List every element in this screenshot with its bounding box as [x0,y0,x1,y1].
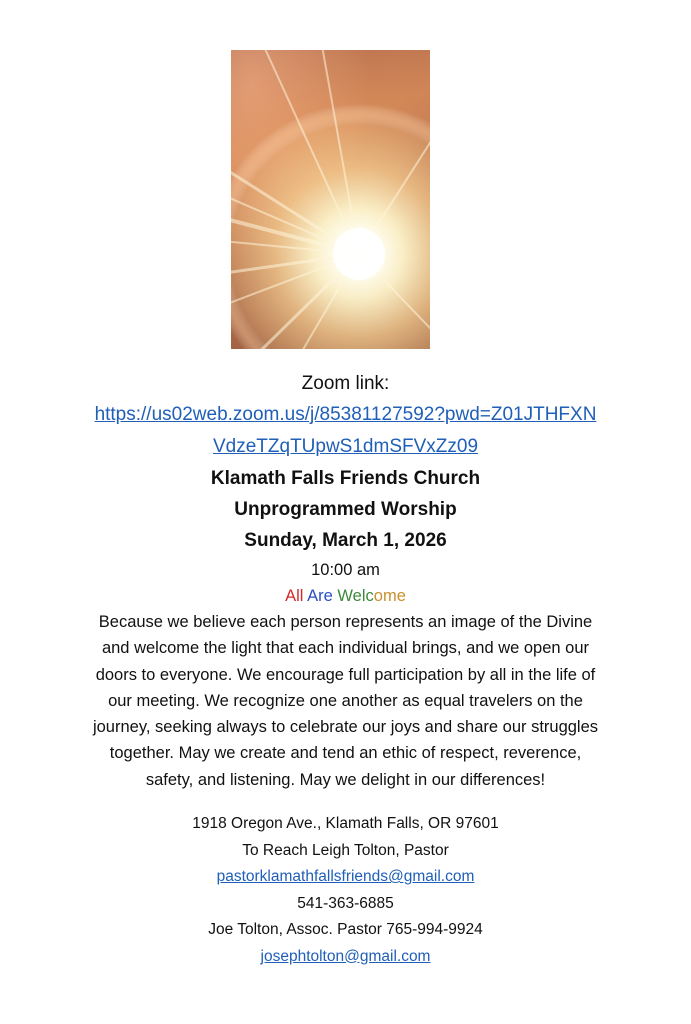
welcome-word-all: All [285,587,304,605]
service-date: Sunday, March 1, 2026 [244,530,447,551]
statement-line: journey, seeking always to celebrate our joys and share our struggles [92,718,599,737]
welcome-word-welcome [337,587,405,605]
zoom-link[interactable] [0,399,691,463]
flyer-content [0,368,691,970]
zoom-label: Zoom link: [301,373,390,394]
pastor-reach-line: To Reach Leigh Tolton, Pastor [242,841,449,859]
zoom-link-line-2[interactable]: VdzeTZqTUpwS1dmSFVxZz09 [212,436,479,457]
welcome-word-tail: ome [373,587,406,605]
welcome-word-are: Are [307,587,333,605]
assoc-pastor-line: Joe Tolton, Assoc. Pastor 765-994-9924 [208,921,483,939]
welcome-line [0,583,691,609]
zoom-link-line-1[interactable]: https://us02web.zoom.us/j/85381127592?pwd=Z01JTHFXN [94,404,597,425]
statement-line: and welcome the light that each individual brings, and we open our [101,639,590,658]
assoc-pastor-email-link[interactable]: josephtolton@gmail.com [260,947,431,965]
statement-line: our meeting. We recognize one another as equal travelers on the [108,691,583,710]
church-name: Klamath Falls Friends Church [210,468,481,489]
pastor-phone: 541-363-6885 [297,894,394,912]
service-name: Unprogrammed Worship [234,499,457,520]
welcome-statement [56,609,636,793]
service-time: 10:00 am [311,561,380,579]
church-address: 1918 Oregon Ave., Klamath Falls, OR 97601 [192,815,499,833]
contact-block [0,811,691,970]
sunburst-image [231,50,430,349]
light-rays-graphic [231,50,430,349]
pastor-email-link[interactable]: pastorklamathfallsfriends@gmail.com [216,868,475,886]
statement-line: Because we believe each person represents an image of the Divine [98,613,593,631]
statement-line: doors to everyone. We encourage full participation by all in the life of [95,665,596,684]
welcome-word-head: Welc [337,587,374,605]
statement-line: together. May we create and tend an ethic of respect, reverence, [109,744,582,763]
statement-line: safety, and listening. May we delight in our differences! [145,770,546,789]
